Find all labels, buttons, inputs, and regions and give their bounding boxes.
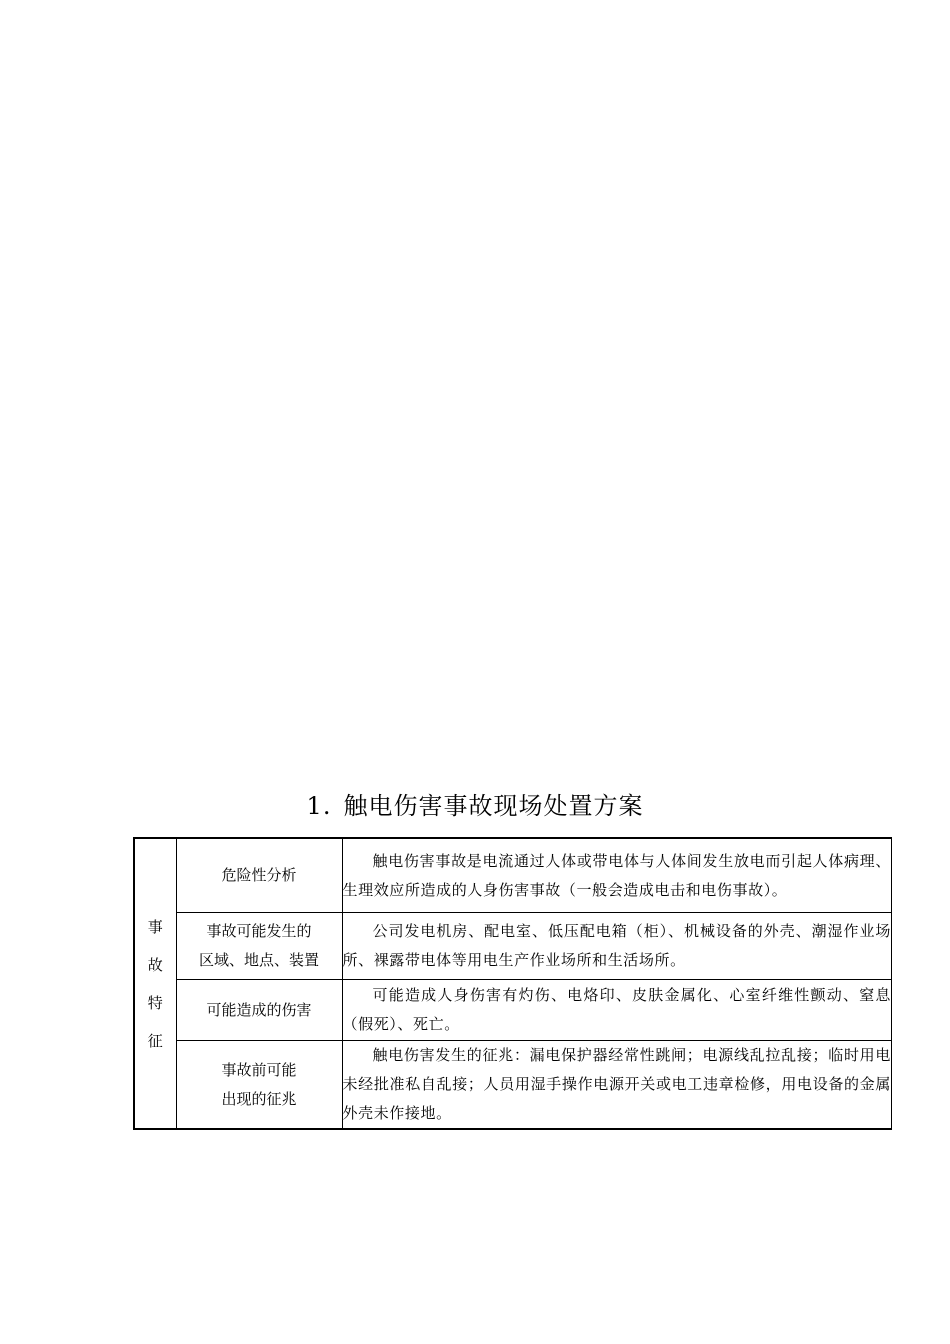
feature-label-char: 事	[147, 917, 163, 936]
row-content-risk-analysis: 触电伤害事故是电流通过人体或带电体与人体间发生放电而引起人体病理、生理效应所造成的人身伤害事故（一般会造成电击和电伤事故）。	[342, 838, 892, 913]
accident-features-label	[135, 915, 176, 1053]
document-title	[0, 786, 950, 826]
row-label-line: 事故前可能	[221, 1060, 297, 1079]
feature-label-char: 故	[147, 955, 163, 974]
accident-features-table	[133, 837, 892, 1130]
row-content-possible-injuries: 可能造成人身伤害有灼伤、电烙印、皮肤金属化、心室纤维性颤动、窒息（假死）、死亡。	[342, 980, 892, 1041]
row-label-line: 可能造成的伤害	[206, 1000, 312, 1019]
row-label-warning-signs	[176, 1041, 342, 1130]
feature-label-char: 特	[147, 993, 163, 1012]
row-content-warning-signs: 触电伤害发生的征兆：漏电保护器经常性跳闸；电源线乱拉乱接；临时用电未经批准私自乱接；人员用湿手操作电源开关或电工违章检修，用电设备的金属外壳未作接地。	[342, 1041, 892, 1130]
table-row	[134, 838, 892, 913]
row-label-line: 出现的征兆	[221, 1089, 297, 1108]
table-row	[134, 980, 892, 1041]
row-label-possible-injuries	[176, 980, 342, 1041]
table-row	[134, 913, 892, 980]
row-label-line: 危险性分析	[221, 866, 297, 884]
title-number: 1.	[306, 792, 332, 820]
accident-features-header-cell	[134, 838, 176, 1129]
row-label-risk-analysis	[176, 838, 342, 913]
title-text: 触电伤害事故现场处置方案	[343, 792, 644, 820]
row-label-line: 区域、地点、装置	[198, 951, 319, 969]
table-row	[134, 1041, 892, 1130]
row-label-line: 事故可能发生的	[206, 922, 312, 940]
row-content-possible-locations: 公司发电机房、配电室、低压配电箱（柜）、机械设备的外壳、潮湿作业场所、裸露带电体等用电生产作业场所和生活场所。	[342, 913, 892, 980]
row-label-possible-locations	[176, 913, 342, 980]
feature-label-char: 征	[147, 1031, 163, 1050]
